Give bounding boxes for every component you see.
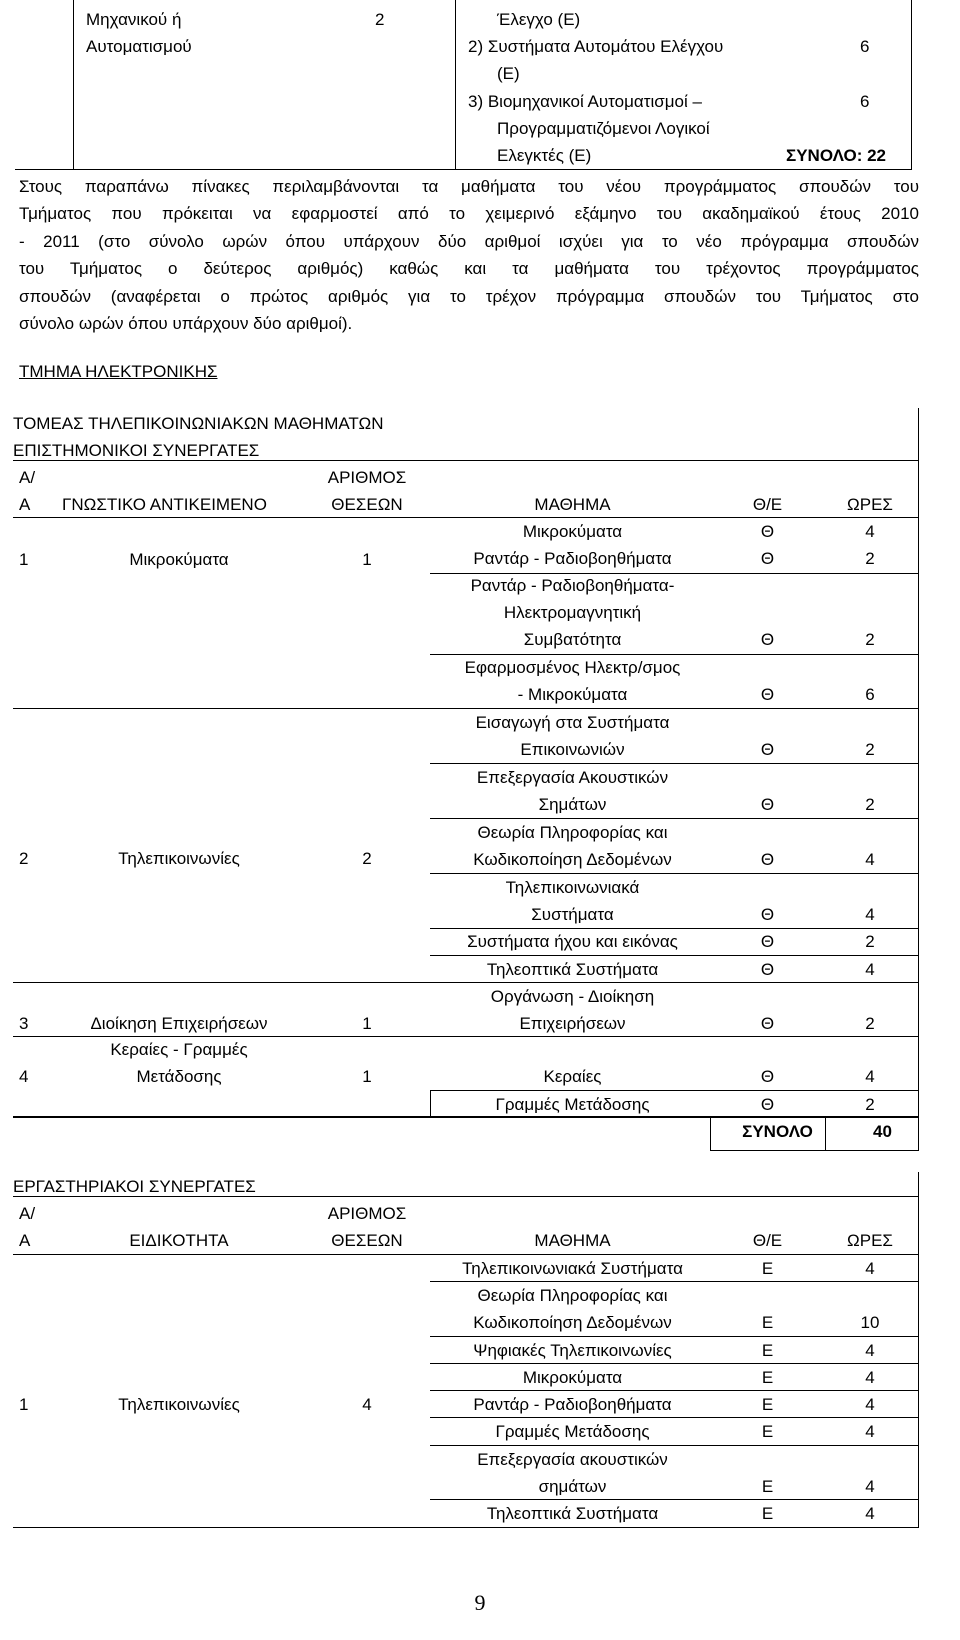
course-row: Γραμμές Μετάδοσης (495, 1095, 650, 1114)
top-course-2-hours: 6 (860, 37, 870, 56)
course-type: Θ (760, 850, 775, 869)
lab-group-aa: 1 (19, 1395, 29, 1414)
rule (430, 763, 919, 764)
course-line: Ηλεκτρομαγνητική (503, 603, 642, 622)
lab-course-type: Ε (761, 1395, 774, 1414)
course-line: Ραντάρ - Ραδιοβοηθήματα- (470, 576, 675, 595)
course-line: Επιχειρήσεων (519, 1014, 626, 1033)
course-type: Θ (760, 1067, 775, 1086)
group-2-aa: 2 (19, 849, 29, 868)
lab-course-line: σημάτων (538, 1477, 607, 1496)
group-3-subject: Διοίκηση Επιχειρήσεων (90, 1014, 268, 1033)
top-subject-line-2: Αυτοματισμού (86, 37, 192, 56)
header-course: ΜΑΘΗΜΑ (534, 495, 611, 514)
lab-group-positions: 4 (362, 1395, 372, 1414)
course-row: Κεραίες (543, 1067, 602, 1086)
table-right-border (918, 408, 919, 1151)
rule (430, 654, 919, 655)
lab-rule (430, 1390, 919, 1391)
lab-header-course: ΜΑΘΗΜΑ (534, 1231, 611, 1250)
lab-rule (13, 1196, 919, 1197)
rule (430, 818, 919, 819)
sector-heading: ΤΟΜΕΑΣ ΤΗΛΕΠΙΚΟΙΝΩΝΙΑΚΩΝ ΜΑΘΗΜΑΤΩΝ (13, 414, 384, 433)
course-hours: 2 (865, 740, 875, 759)
top-course-3-hours: 6 (860, 92, 870, 111)
rule (13, 708, 919, 709)
rule (13, 1036, 919, 1037)
top-positions: 2 (375, 10, 385, 29)
lab-course-hours: 4 (865, 1477, 875, 1496)
course-line: Κωδικοποίηση Δεδομένων (473, 850, 672, 869)
total-label: ΣΥΝΟΛΟ (742, 1122, 813, 1141)
lab-header-hours: ΩΡΕΣ (847, 1231, 893, 1250)
group-4-positions: 1 (362, 1067, 372, 1086)
header-type: Θ/Ε (752, 495, 783, 514)
lab-course-type: Ε (761, 1259, 774, 1278)
course-line: - Μικροκύματα (517, 685, 628, 704)
lab-course-row: Ραντάρ - Ραδιοβοηθήματα (473, 1395, 672, 1414)
course-line: Εφαρμοσμένος Ηλεκτρ/σμος (464, 658, 681, 677)
lab-group-subject: Τηλεπικοινωνίες (118, 1395, 240, 1414)
course-row (435, 764, 710, 818)
rule (13, 517, 919, 518)
scientific-title: ΕΠΙΣΤΗΜΟΝΙΚΟΙ ΣΥΝΕΡΓΑΤΕΣ (13, 441, 260, 460)
lab-course-type: Ε (761, 1422, 774, 1441)
department-heading: ΤΜΗΜΑ ΗΛΕΚΤΡΟΝΙΚΗΣ (19, 362, 218, 381)
group-1-subject: Μικροκύματα (129, 550, 229, 569)
lab-course-row (435, 1282, 710, 1336)
total-bottom-rule (710, 1150, 919, 1151)
course-type: Θ (760, 549, 775, 568)
lab-course-line: Θεωρία Πληροφορίας και (477, 1286, 668, 1305)
total-left-rule (710, 1117, 711, 1151)
course-type: Θ (760, 932, 775, 951)
group-4-subject-line-2: Μετάδοσης (136, 1067, 222, 1086)
lab-course-type: Ε (761, 1341, 774, 1360)
lab-course-row (435, 1446, 710, 1500)
course-row (435, 874, 710, 928)
lab-rule (13, 1254, 919, 1255)
header-positions-line-2: ΘΕΣΕΩΝ (331, 495, 403, 514)
group-3-positions: 1 (362, 1014, 372, 1033)
top-course-2-line-2: (Ε) (497, 64, 520, 83)
lab-course-row: Τηλεοπτικά Συστήματα (486, 1504, 659, 1523)
header-positions-line-1: ΑΡΙΘΜΟΣ (327, 468, 407, 487)
group-2-positions: 2 (362, 849, 372, 868)
lab-course-hours: 4 (865, 1422, 875, 1441)
lab-course-hours: 4 (865, 1341, 875, 1360)
header-aa-line-1: Α/ (19, 468, 36, 487)
course-row: Συστήματα ήχου και εικόνας (467, 932, 678, 951)
header-subject: ΓΝΩΣΤΙΚΟ ΑΝΤΙΚΕΙΜΕΝΟ (62, 495, 267, 514)
lab-rule (430, 1499, 919, 1500)
course-row (435, 819, 710, 873)
lab-header-subject: ΕΙΔΙΚΟΤΗΤΑ (129, 1231, 229, 1250)
course-line: Επεξεργασία Ακουστικών (476, 768, 669, 787)
lab-rule (430, 1445, 919, 1446)
course-hours: 4 (865, 960, 875, 979)
header-positions (308, 464, 426, 518)
course-hours: 2 (865, 1014, 875, 1033)
top-course-3-line-3: Ελεγκτές (Ε) (497, 146, 592, 165)
course-line: Εισαγωγή στα Συστήματα (475, 713, 670, 732)
lab-course-hours: 4 (865, 1368, 875, 1387)
course-row (435, 572, 710, 653)
course-hours: 2 (865, 795, 875, 814)
header-aa-line-2: Α (19, 495, 31, 514)
lab-rule (430, 1363, 919, 1364)
top-bottom-border (15, 169, 912, 170)
lab-rule (430, 1336, 919, 1337)
top-course-1-line-1: Έλεγχο (Ε) (497, 10, 581, 29)
course-line: Επικοινωνιών (520, 740, 625, 759)
group-4-subject (50, 1036, 308, 1090)
lab-rule (430, 1417, 919, 1418)
total-top-rule (710, 1117, 919, 1118)
lab-rule (430, 1281, 919, 1282)
paragraph-line: Τμήματος που πρόκειται να εφαρμοστεί από το χειμερινό εξάμηνο του ακαδημαϊκού έτους 2010 (19, 204, 919, 224)
lab-course-type: Ε (761, 1313, 774, 1332)
lab-title: ΕΡΓΑΣΤΗΡΙΑΚΟΙ ΣΥΝΕΡΓΑΤΕΣ (13, 1177, 256, 1196)
course-hours: 4 (865, 522, 875, 541)
top-course-3-line-1: 3) Βιομηχανικοί Αυτοματισμοί – (468, 92, 702, 111)
course-hours: 4 (865, 1067, 875, 1086)
group-1-aa: 1 (19, 550, 29, 569)
course-type: Θ (760, 960, 775, 979)
course-row: Ραντάρ - Ραδιοβοηθήματα (473, 549, 672, 568)
course-type: Θ (760, 685, 775, 704)
course-type: Θ (760, 1095, 775, 1114)
lab-course-type: Ε (761, 1368, 774, 1387)
course-type: Θ (760, 630, 775, 649)
course-row (435, 654, 710, 708)
course-hours: 4 (865, 850, 875, 869)
paragraph-line: - 2011 (στο σύνολο ωρών όπου υπάρχουν δύο αριθμοί ισχύει για το νέο πρόγραμμα σπουδών (19, 231, 919, 251)
course-row: Τηλεοπτικά Συστήματα (486, 960, 659, 979)
explanation-paragraph (19, 173, 919, 337)
course-hours: 4 (865, 905, 875, 924)
lab-header-type: Θ/Ε (752, 1231, 783, 1250)
lab-course-hours: 4 (865, 1259, 875, 1278)
group-2-subject: Τηλεπικοινωνίες (118, 849, 240, 868)
rule (430, 928, 919, 929)
lab-course-row: Τηλεπικοινωνιακά Συστήματα (462, 1259, 683, 1278)
course-hours: 2 (865, 1095, 875, 1114)
paragraph-line: σπουδών (αναφέρεται ο πρώτος αριθμός για το τρέχον πρόγραμμα σπουδών του Τμήματος στο (19, 286, 919, 306)
total-mid-rule (825, 1117, 826, 1151)
lab-header-positions-line-2: ΘΕΣΕΩΝ (331, 1231, 403, 1250)
top-left-border (73, 0, 74, 170)
rule (430, 955, 919, 956)
top-subject-line-1: Μηχανικού ή (86, 10, 182, 29)
lab-header-positions-line-1: ΑΡΙΘΜΟΣ (327, 1204, 407, 1223)
group-1-positions: 1 (362, 550, 372, 569)
course-type: Θ (760, 522, 775, 541)
rule (430, 1090, 431, 1118)
course-type: Θ (760, 740, 775, 759)
course-hours: 2 (865, 630, 875, 649)
course-row (435, 709, 710, 763)
lab-course-row: Ψηφιακές Τηλεπικοινωνίες (473, 1341, 672, 1360)
lab-course-hours: 4 (865, 1395, 875, 1414)
lab-course-hours: 10 (860, 1313, 880, 1332)
header-hours: ΩΡΕΣ (847, 495, 893, 514)
lab-header-aa-line-2: Α (19, 1231, 31, 1250)
group-4-aa: 4 (19, 1067, 29, 1086)
lab-course-row: Μικροκύματα (522, 1368, 623, 1387)
rule (13, 460, 919, 461)
rule (430, 573, 919, 574)
course-hours: 2 (865, 549, 875, 568)
top-total: ΣΥΝΟΛΟ: 22 (786, 146, 886, 165)
group-4-subject-line-1: Κεραίες - Γραμμές (110, 1040, 248, 1059)
course-line: Συστήματα (531, 905, 614, 924)
course-line: Τηλεπικοινωνιακά (505, 878, 640, 897)
lab-course-row: Γραμμές Μετάδοσης (495, 1422, 650, 1441)
course-type: Θ (760, 905, 775, 924)
rule (430, 873, 919, 874)
rule (430, 1090, 919, 1091)
course-type: Θ (760, 1014, 775, 1033)
lab-header-positions (308, 1200, 426, 1254)
course-line: Οργάνωση - Διοίκηση (490, 987, 655, 1006)
lab-course-type: Ε (761, 1477, 774, 1496)
rule (13, 982, 919, 983)
course-hours: 6 (865, 685, 875, 704)
course-line: Θεωρία Πληροφορίας και (477, 823, 668, 842)
lab-course-line: Κωδικοποίηση Δεδομένων (473, 1313, 672, 1332)
course-line: Σημάτων (538, 795, 607, 814)
lab-course-line: Επεξεργασία ακουστικών (477, 1450, 668, 1469)
lab-course-hours: 4 (865, 1504, 875, 1523)
lab-bottom-rule (13, 1527, 919, 1528)
group-3-aa: 3 (19, 1014, 29, 1033)
course-hours: 2 (865, 932, 875, 951)
total-value: 40 (873, 1122, 892, 1141)
page-number: 9 (474, 1590, 486, 1615)
top-right-border (911, 0, 912, 170)
lab-right-border (918, 1172, 919, 1528)
lab-header-aa-line-1: Α/ (19, 1204, 36, 1223)
paragraph-line: του Τμήματος ο δεύτερος αριθμός) καθώς και τα μαθήματα του τρέχοντος προγράμματος (19, 259, 919, 279)
course-row (435, 983, 710, 1037)
top-course-3-line-2: Προγραμματιζόμενοι Λογικοί (497, 119, 710, 138)
paragraph-line: Στους παραπάνω πίνακες περιλαμβάνονται τα μαθήματα του νέου προγράμματος σπουδών του (19, 177, 919, 196)
course-line: Συμβατότητα (523, 630, 622, 649)
top-course-2-line-1: 2) Συστήματα Αυτομάτου Ελέγχου (468, 37, 724, 56)
top-divider (455, 0, 456, 170)
course-row: Μικροκύματα (522, 522, 623, 541)
paragraph-line: σύνολο ωρών όπου υπάρχουν δύο αριθμοί). (19, 314, 353, 334)
lab-course-type: Ε (761, 1504, 774, 1523)
course-type: Θ (760, 795, 775, 814)
